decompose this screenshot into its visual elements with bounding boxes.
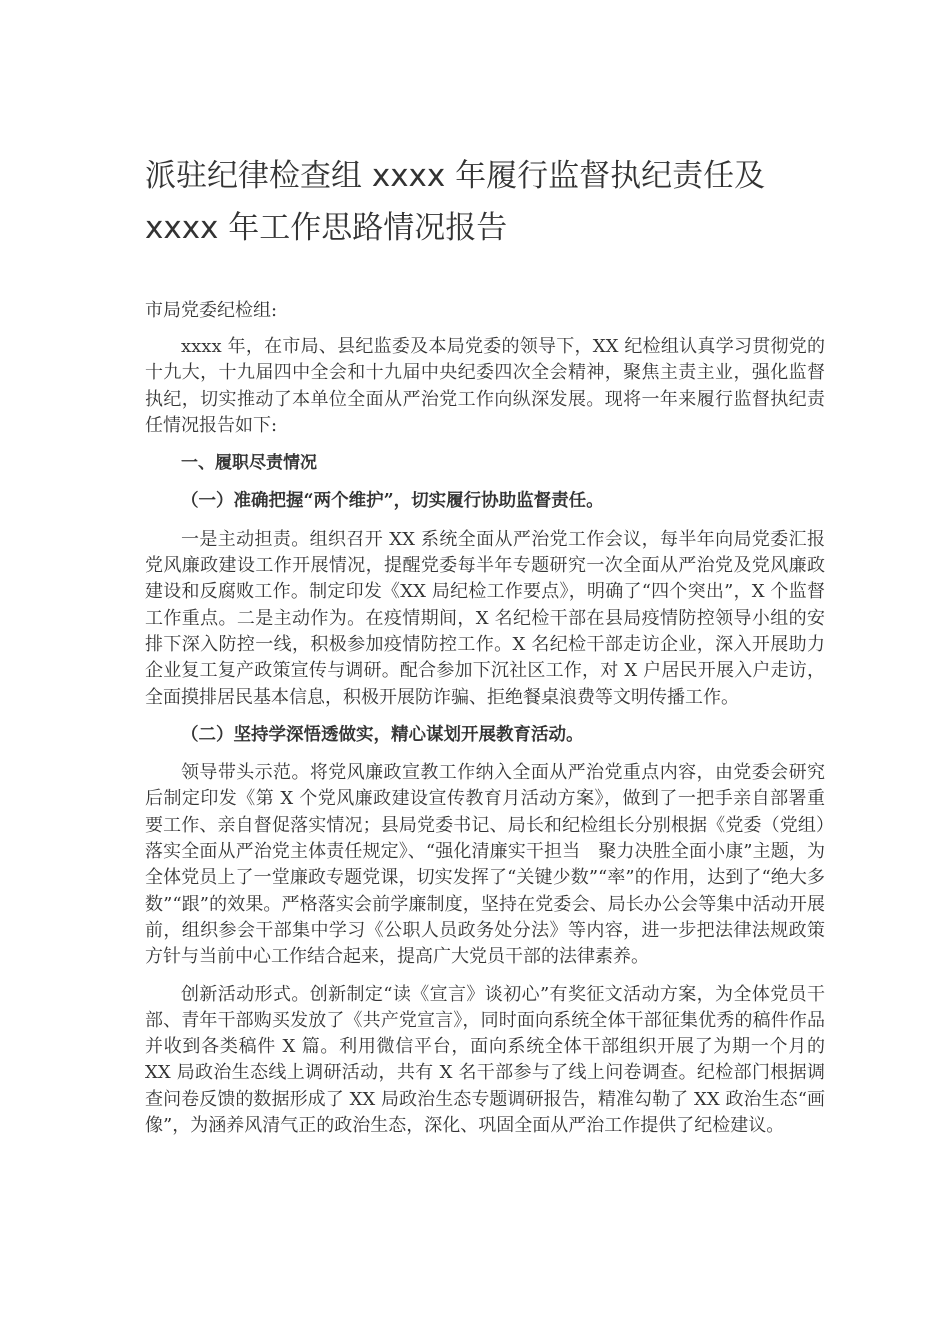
section-heading-1: 一、履职尽责情况 — [181, 453, 317, 474]
subsection-2-paragraph-2: 创新活动形式。创新制定“读《宣言》谈初心”有奖征文活动方案，为全体党员干部、青年干部购买发放了《共产党宣言》，同时面向系统全体干部征集优秀的稿件作品并收到各类稿件 X 篇。利用微信平台，面向系统全体干部组织开展了为期一个月的 XX 局政治生态线上调研活动，共有 X 名干部参与了线上问卷调查。纪检部门根据调查问卷反馈的数据形成了 XX 局政治生态专题调研报告，精准勾勒了 XX 政治生态“画像”，为涵养风清气正的政治生态，深化、巩固全面从严治工作提供了纪检建议。 — [145, 983, 825, 1137]
subsection-heading-2: （二）坚持学深悟透做实，精心谋划开展教育活动。 — [181, 724, 584, 745]
document-title: 派驻纪律检查组 xxxx 年履行监督执纪责任及 xxxx 年工作思路情况报告 — [145, 158, 766, 246]
subsection-1-paragraph: 一是主动担责。组织召开 XX 系统全面从严治党工作会议，每半年向局党委汇报党风廉政建设工作开展情况，提醒党委每半年专题研究一次全面从严治党及党风廉政建设和反腐败工作。制定印发《XX 局纪检工作要点》，明确了“四个突出”，X 个监督工作重点。二是主动作为。在疫情期间，X 名纪检干部在县局疫情防控领导小组的安排下深入防控一线，积极参加疫情防控工作。X 名纪检干部走访企业，深入开展助力企业复工复产政策宣传与调研。配合参加下沉社区工作，对 X 户居民开展入户走访，全面摸排居民基本信息，积极开展防诈骗、拒绝餐桌浪费等文明传播工作。 — [145, 528, 825, 708]
document-body — [145, 334, 825, 1150]
salutation: 市局党委纪检组: — [145, 300, 278, 321]
subsection-2-paragraph-1: 领导带头示范。将党风廉政宣教工作纳入全面从严治党重点内容，由党委会研究后制定印发《第 X 个党风廉政建设宣传教育月活动方案》，做到了一把手亲自部署重要工作、亲自督促落实情况；县局党委书记、局长和纪检组长分别根据《党委（党组）落实全面从严治党主体责任规定》、“强化清廉实干担当 聚力决胜全面小康”主题，为全体党员上了一堂廉政专题党课，切实发挥了“关键少数”“率”的作用，达到了“绝大多数”“跟”的效果。严格落实会前学廉制度，坚持在党委会、局长办公会等集中活动开展前，组织参会干部集中学习《公职人员政务处分法》等内容，进一步把法律法规政策方针与当前中心工作结合起来，提高广大党员干部的法律素养。 — [145, 762, 825, 968]
intro-paragraph: xxxx 年，在市局、县纪监委及本局党委的领导下，XX 纪检组认真学习贯彻党的十九大，十九届四中全会和十九届中央纪委四次全会精神，聚焦主责主业，强化监督执纪，切实推动了本单位全面从严治党工作向纵深发展。现将一年来履行监督执纪责任情况报告如下: — [145, 336, 825, 436]
subsection-heading-1: （一）准确把握“两个维护”，切实履行协助监督责任。 — [181, 491, 604, 512]
